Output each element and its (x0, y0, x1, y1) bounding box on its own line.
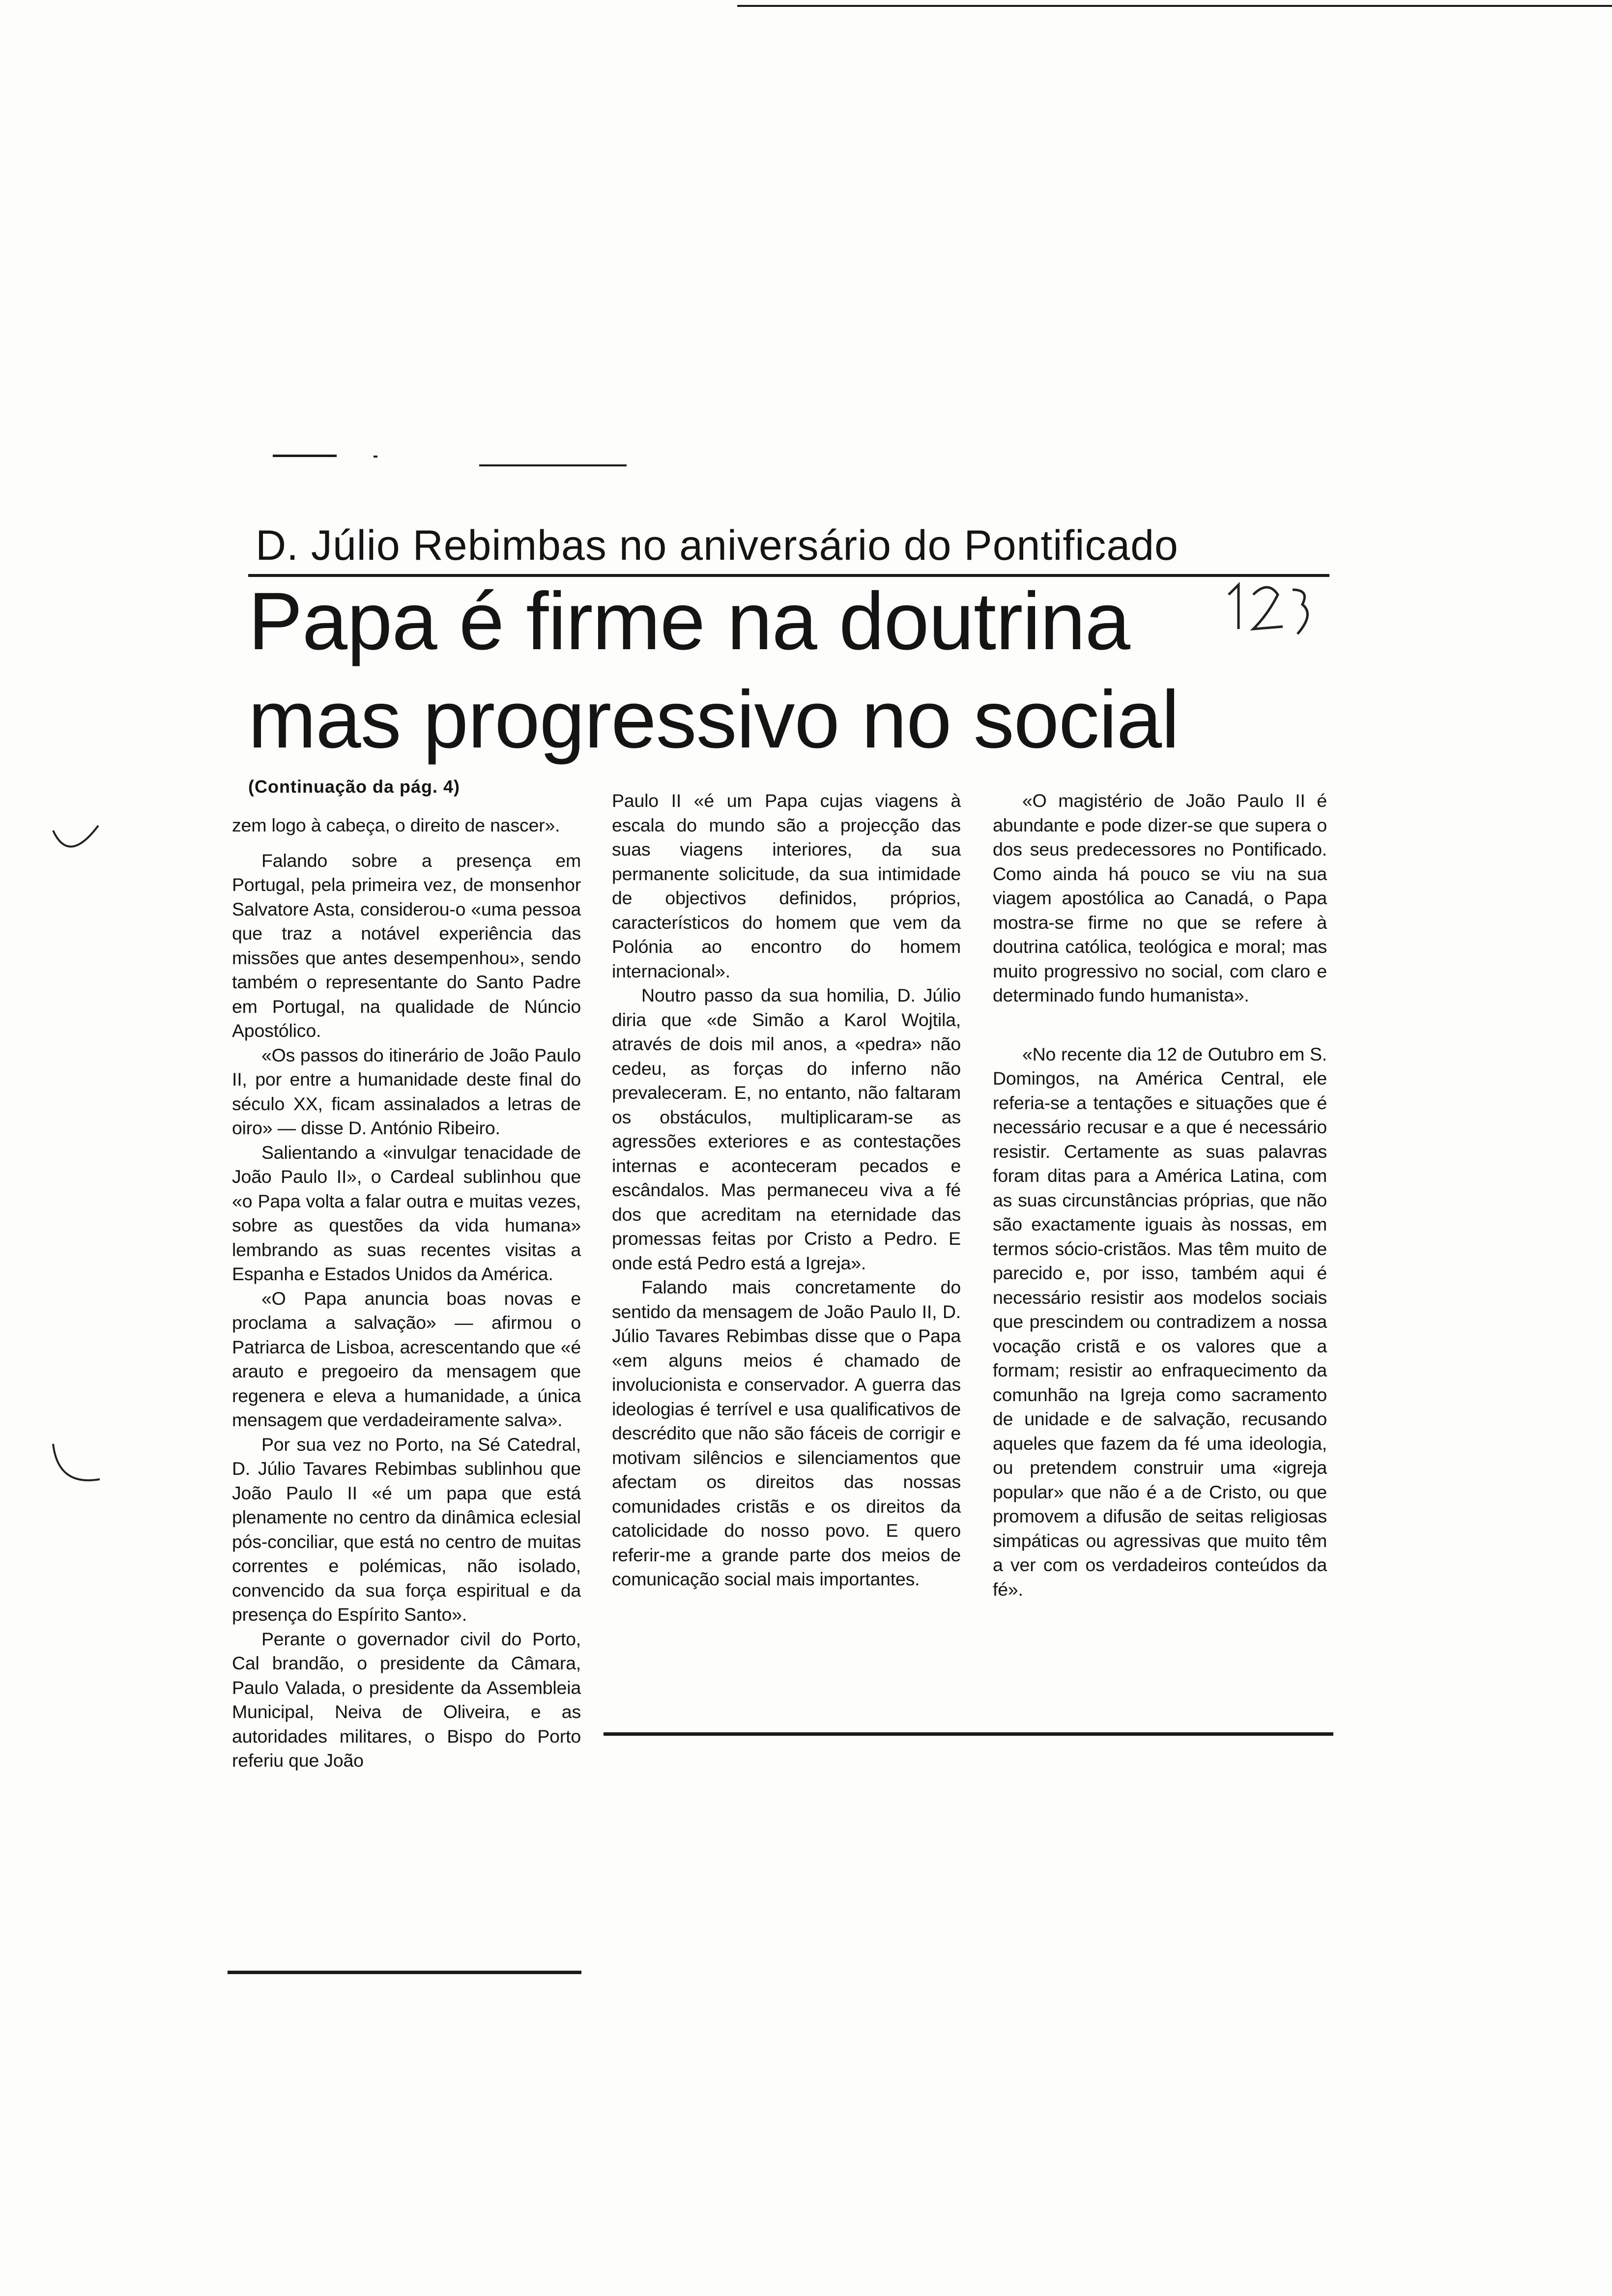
paragraph: Noutro passo da sua homilia, D. Júlio diria que «de Simão a Karol Wojtila, através de dois mil anos, a «pedra» não cedeu, as forças do inferno não prevaleceram. E, no entanto, não faltaram os obstáculos, multiplicaram-se as agressões exteriores e as contestações internas e aconteceram pecados e escândalos. Mas permaneceu viva a fé dos que acreditam na eternidade das promessas feitas por Cristo a Pedro. E onde está Pedro está a Igreja». (612, 985, 961, 1273)
punch-hole-mark-icon (49, 821, 103, 865)
handwritten-annotation-icon (1219, 575, 1317, 654)
paragraph: «No recente dia 12 de Outubro em S. Domingos, na América Central, ele referia-se a tentações e situações que é necessário recusar e a que é necessário resistir. Certamente as suas palavras foram ditas para a América Latina, com as suas circunstâncias próprias, que não são exactamente iguais às nossas, em termos sócio-cristãos. Mas têm muito de parecido e, por isso, também aqui é necessário resistir aos modelos sociais que prescindem ou contradizem a nossa vocação cristã e os valores que a formam; resistir ao enfraquecimento da comunhão na Igreja como sacramento de unidade e de salvação, recusando aqueles que fazem da fé uma ideologia, ou pretendem construir uma «igreja popular» que não é a de Cristo, ou que promovem a difusão de seitas religiosas simpáticas ou agressivas que muito têm a ver com os verdadeiros conteúdos da fé». (993, 1043, 1327, 1600)
clipping-fragment-rule (273, 455, 337, 457)
paragraph: «O magistério de João Paulo II é abundante e pode dizer-se que supera o dos seus predecessores no Pontificado. Como ainda há pouco se viu na sua viagem apostólica ao Canadá, o Papa mostra-se firme no que se refere à doutrina católica, teológica e moral; mas muito progressivo no social, com claro e determinado fundo humanista». (993, 790, 1327, 1005)
paragraph: Por sua vez no Porto, na Sé Catedral, D. Júlio Tavares Rebimbas sublinhou que João Paulo II «é um papa que está plenamente no centro da dinâmica eclesial pós-conciliar, que está no centro de muitas correntes e polémicas, não isolado, convencido da sua força espiritual e da presença do Espírito Santo». (232, 1434, 581, 1625)
paragraph: Salientando a «invulgar tenacidade de João Paulo II», o Cardeal sublinhou que «o Papa volta a falar outra e muitas vezes, sobre as questões da vida humana» lembrando as suas recentes visitas a Espanha e Estados Unidos da América. (232, 1142, 581, 1284)
clipping-fragment-dot (374, 456, 377, 458)
article-column-1 (232, 813, 581, 1773)
paragraph: Falando sobre a presença em Portugal, pela primeira vez, de monsenhor Salvatore Asta, considerou-o «uma pessoa que traz a notável experiência das missões que antes desempenhou», sendo também o representante do Santo Padre em Portugal, na qualidade de Núncio Apostólico. (232, 850, 581, 1041)
article-column-2 (612, 789, 961, 1592)
top-edge-rule (737, 5, 1612, 7)
paragraph: «O Papa anuncia boas novas e proclama a salvação» — afirmou o Patriarca de Lisboa, acrescentando que «é arauto e pregoeiro da mensagem que regenera e eleva a humanidade, a única mensagem que verdadeiramente salva». (232, 1288, 581, 1430)
article-headline (248, 573, 1359, 769)
headline-line-2: mas progressivo no social (248, 674, 1180, 765)
article-kicker: D. Júlio Rebimbas no aniversário do Pontificado (256, 522, 1179, 569)
paragraph: Falando mais concretamente do sentido da mensagem de João Paulo II, D. Júlio Tavares Rebimbas disse que o Papa «em alguns meios é chamado de involucionista e conservador. A guerra das ideologias é terrível e usa qualificativos de descrédito que não são fáceis de corrigir e motivam silêncios e silenciamentos que afectam os direitos das nossas comunidades cristãs e os direitos da catolicidade do nosso povo. E quero referir-me a grande parte dos meios de comunicação social mais importantes. (612, 1277, 961, 1589)
column-end-rule (228, 1971, 581, 1974)
article-column-3 (993, 789, 1327, 1602)
paragraph: zem logo à cabeça, o direito de nascer». (232, 815, 560, 835)
headline-line-1: Papa é firme na doutrina (248, 576, 1130, 667)
clipping-fragment-rule (479, 464, 627, 466)
paragraph: Paulo II «é um Papa cujas viagens à escala do mundo são a projecção das suas viagens interiores, da sua permanente solicitude, da sua intimidade de objectivos definidos, próprios, característicos do homem que vem da Polónia ao encontro do homem internacional». (612, 790, 961, 981)
punch-hole-mark-icon (48, 1440, 102, 1489)
column-end-rule (604, 1732, 1333, 1736)
continuation-note: (Continuação da pág. 4) (248, 776, 461, 797)
paragraph: Perante o governador civil do Porto, Cal brandão, o presidente da Câmara, Paulo Valada, o presidente da Assembleia Municipal, Neiva de Oliveira, e as autoridades militares, o Bispo do Porto referiu que João (232, 1628, 581, 1771)
paragraph: «Os passos do itinerário de João Paulo II, por entre a humanidade deste final do século XX, ficam assinalados a letras de oiro» — disse D. António Ribeiro. (232, 1044, 581, 1138)
